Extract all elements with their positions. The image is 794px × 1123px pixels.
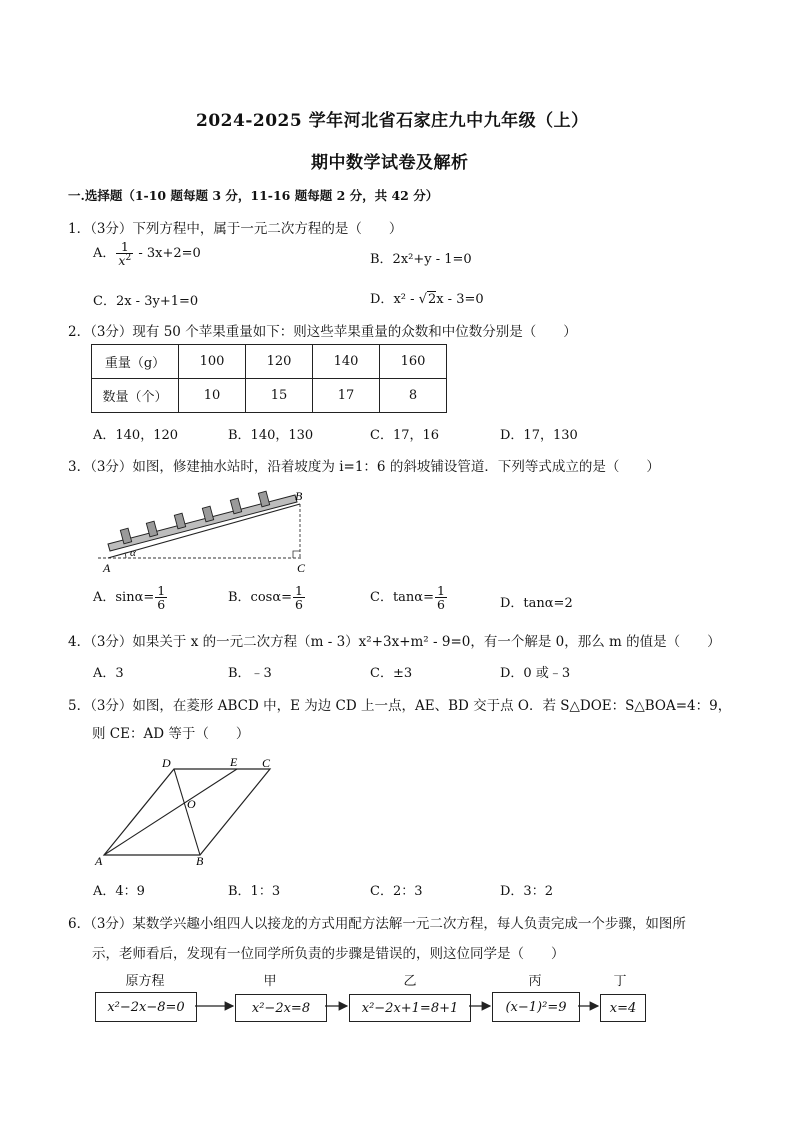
table-row (92, 345, 447, 379)
step-box-original: x²−2x−8=0 (95, 992, 197, 1022)
table-cell: 10 (179, 379, 246, 413)
table-row (92, 379, 447, 413)
question-1-stem: 1．（3分）下列方程中，属于一元二次方程的是（ ） (68, 221, 403, 237)
flow-arrows (195, 998, 605, 1014)
step-label-jia: 甲 (263, 974, 277, 989)
q1-option-a: A． $\frac{1}{x^2}$ - 3x+2=0 (93, 239, 201, 269)
q1-option-c: C．2x - 3y+1=0 (93, 294, 199, 309)
step-label-original: 原方程 (125, 974, 165, 989)
step-label-yi: 乙 (403, 974, 417, 989)
table-cell: 数量（个） (92, 379, 179, 413)
q5-option-c: C．2：3 (370, 884, 423, 899)
table-cell: 160 (380, 345, 447, 379)
table-cell: 120 (246, 345, 313, 379)
q3-option-d: D．tanα=2 (500, 596, 573, 611)
step-box-yi: x²−2x+1=8+1 (349, 994, 471, 1022)
label-c: C (297, 561, 306, 574)
label-d: D (162, 756, 171, 770)
q3-option-c: C．tanα= $\frac{1}{6}$ (370, 583, 445, 613)
q5-option-d: D．3：2 (500, 884, 553, 899)
table-cell: 17 (313, 379, 380, 413)
rhombus-figure (92, 755, 282, 867)
step-box-jia: x²−2x=8 (235, 994, 327, 1022)
q5-option-b: B．1：3 (228, 884, 281, 899)
label-o: O (187, 797, 196, 811)
q1-option-b: B．2x²+y - 1=0 (370, 252, 472, 267)
label-a: A (103, 561, 111, 574)
question-6-stem-line2: 示，老师看后，发现有一位同学所负责的步骤是错误的，则这位同学是（ ） (92, 946, 565, 962)
table-cell: 8 (380, 379, 447, 413)
q4-option-c: C．±3 (370, 666, 413, 681)
slope-pipe-figure (90, 482, 320, 574)
q4-option-d: D．0 或﹣3 (500, 666, 571, 681)
step-box-bing: (x−1)²=9 (492, 992, 580, 1022)
q2-option-c: C．17，16 (370, 428, 440, 443)
q4-option-a: A．3 (93, 666, 124, 681)
q2-option-a: A．140，120 (93, 428, 179, 443)
question-5-stem-line2: 则 CE：AD 等于（ ） (92, 726, 250, 742)
apple-weight-table (91, 344, 447, 413)
question-4-stem: 4．（3分）如果关于 x 的一元二次方程（m - 3）x²+3x+m² - 9=0，有一个解是 0，那么 m 的值是（ ） (68, 634, 721, 650)
q3-option-b: B．cosα= $\frac{1}{6}$ (228, 583, 303, 613)
question-5-stem-line1: 5．（3分）如图，在菱形 ABCD 中，E 为边 CD 上一点，AE、BD 交于点 O．若 S△DOE：S△BOA=4：9， (68, 698, 732, 714)
label-alpha: α (130, 547, 136, 559)
table-cell: 重量（g） (92, 345, 179, 379)
q1-option-d: D．x² - √2x - 3=0 (370, 292, 484, 307)
table-cell: 15 (246, 379, 313, 413)
table-cell: 100 (179, 345, 246, 379)
step-box-ding: x=4 (600, 994, 646, 1022)
q2-option-d: D．17，130 (500, 428, 578, 443)
question-3-stem: 3．（3分）如图，修建抽水站时，沿着坡度为 i=1：6 的斜坡铺设管道．下列等式成立的是（ ） (68, 459, 660, 475)
q3-option-a: A．sinα= $\frac{1}{6}$ (93, 583, 166, 613)
q2-option-b: B．140，130 (228, 428, 314, 443)
page-title: 2024-2025 学年河北省石家庄九中九年级（上） (196, 111, 589, 131)
q4-option-b: B．﹣3 (228, 666, 272, 681)
page-subtitle: 期中数学试卷及解析 (311, 153, 469, 173)
section-header: 一.选择题（1-10 题每题 3 分，11-16 题每题 2 分，共 42 分） (68, 188, 439, 203)
table-cell: 140 (313, 345, 380, 379)
label-b: B (295, 489, 303, 503)
q5-option-a: A．4：9 (93, 884, 145, 899)
step-label-bing: 丙 (528, 974, 542, 989)
label-b: B (196, 854, 204, 867)
step-label-ding: 丁 (613, 974, 627, 989)
question-6-stem-line1: 6．（3分）某数学兴趣小组四人以接龙的方式用配方法解一元二次方程，每人负责完成一个步骤，如图所 (68, 916, 686, 932)
question-2-stem: 2．（3分）现有 50 个苹果重量如下：则这些苹果重量的众数和中位数分别是（ ） (68, 324, 577, 340)
label-a: A (95, 854, 103, 867)
label-e: E (230, 755, 238, 769)
label-c: C (262, 756, 271, 770)
